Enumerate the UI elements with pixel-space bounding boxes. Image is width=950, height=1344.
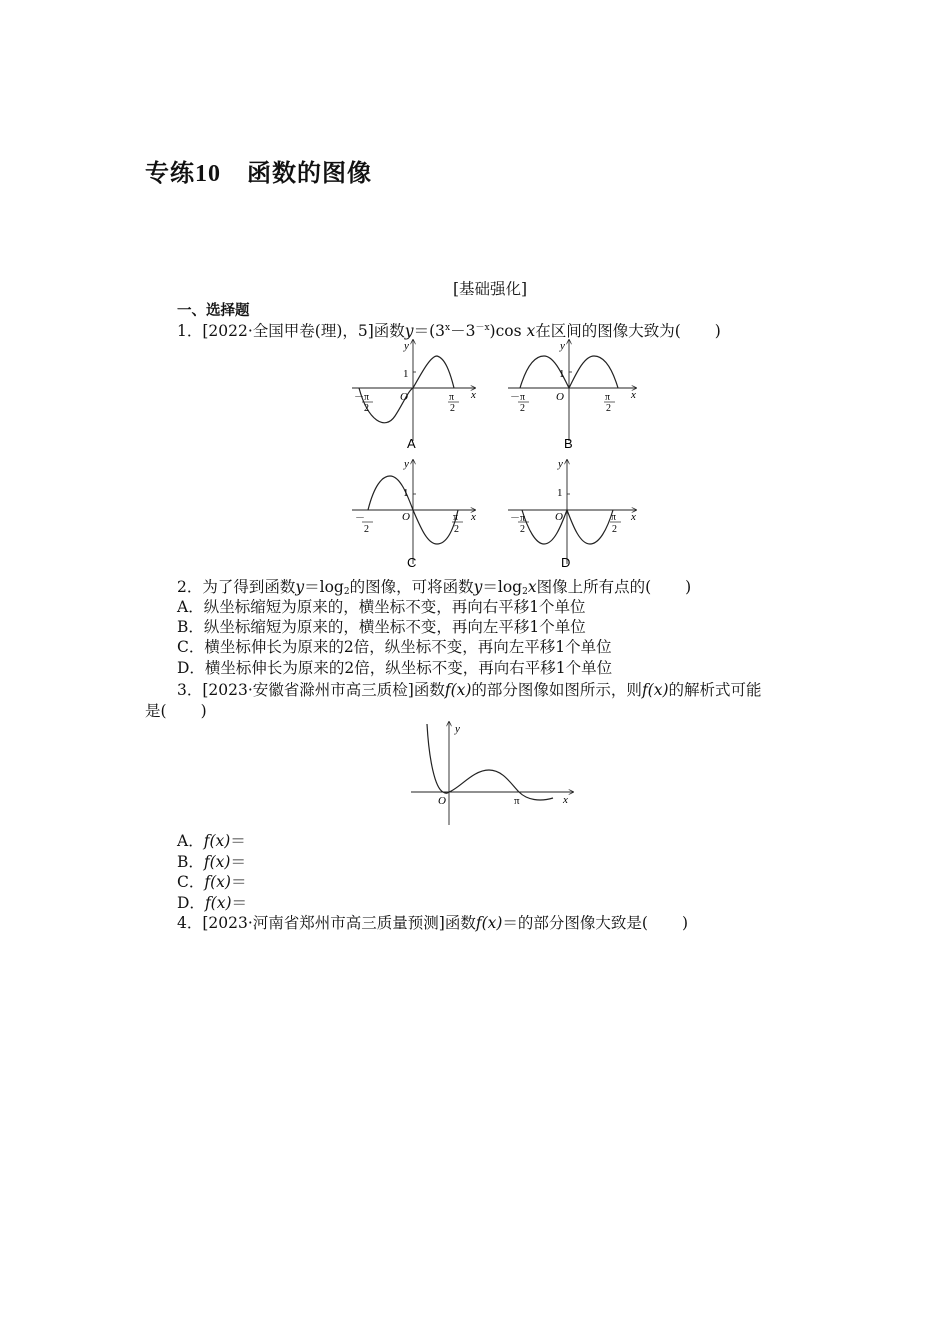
q2-y: y [295, 578, 305, 596]
q2-sub: 2 [343, 587, 350, 597]
q3-option-c-eq: ＝ [230, 873, 247, 891]
fig-c-two-r: 2 [454, 524, 459, 535]
fig-c-x: x [471, 511, 476, 523]
q1-figures [340, 336, 650, 576]
fig-a-origin: O [400, 391, 408, 403]
fig-d-origin: O [555, 511, 563, 523]
fig-b-label: B [564, 436, 573, 451]
fig-c-pi: π [453, 512, 459, 523]
q3-prefix: 3．[2023·安徽省滁州市高三质检]函数 [177, 681, 445, 699]
q4-close: ) [681, 914, 689, 932]
q3-y-label: y [455, 723, 460, 735]
q3-option-c-fx: f(x) [204, 873, 231, 891]
fig-a-x: x [471, 389, 476, 401]
q3-option-b-fx: f(x) [203, 853, 231, 871]
q2-prefix: 2．为了得到函数 [177, 578, 296, 596]
q2-option-d: D．横坐标伸长为原来的2倍，纵坐标不变，再向右平移1个单位 [177, 659, 613, 677]
q1-suffix: 在区间的图像大致为( [535, 322, 681, 340]
q2-close: ) [685, 578, 692, 596]
q3-option-b-eq: ＝ [230, 853, 246, 871]
q2-y2: y [473, 578, 483, 596]
q3-option-a-letter: A． [177, 832, 204, 850]
q1-func-y: y [404, 322, 414, 340]
q2-x2: x [527, 578, 537, 596]
q3-option-a [177, 831, 246, 851]
question-3 [177, 680, 762, 700]
fig-d-negpi: －π [510, 513, 526, 524]
q3-option-b-letter: B． [177, 853, 204, 871]
fig-a-negpi: －π [354, 392, 370, 403]
fig-c-two-l: 2 [364, 524, 369, 535]
fig-a-two-l: 2 [364, 403, 369, 414]
q4-suffix: ＝的部分图像大致是( [502, 914, 648, 932]
fig-c-label: C [407, 555, 417, 570]
q3-graph [405, 720, 580, 830]
fig-c-y: y [404, 458, 409, 470]
q1-close: ) [714, 322, 721, 340]
q1-exp1: x [444, 323, 451, 333]
fig-d-curve [522, 510, 613, 544]
q1-func-c: )cos [489, 322, 527, 340]
fig-d-y: y [558, 458, 563, 470]
fig-a-y: y [404, 340, 409, 352]
fig-b-one: 1 [559, 368, 565, 380]
fig-d-two-r: 2 [612, 524, 617, 535]
fig-b-pi: π [605, 392, 611, 403]
q1-func-b: －3 [450, 322, 476, 340]
q3-option-d-fx: f(x) [204, 894, 232, 912]
figure-a [352, 340, 476, 451]
section-heading: 一、选择题 [177, 303, 250, 319]
question-4 [177, 913, 688, 933]
fig-a-one: 1 [403, 368, 409, 380]
q2-suffix: 图像上所有点的( [536, 578, 652, 596]
q3-option-c [177, 872, 246, 892]
figure-d [508, 458, 636, 570]
fig-c-origin: O [402, 511, 410, 523]
q3-option-d [177, 893, 247, 913]
q3-option-b [177, 852, 246, 872]
fig-d-one: 1 [557, 487, 563, 499]
q3-fx: f(x) [444, 681, 472, 699]
q3-origin: O [438, 795, 446, 807]
q3-option-a-eq: ＝ [230, 832, 246, 850]
q2-option-b: B．纵坐标缩短为原来的，横坐标不变，再向左平移1个单位 [177, 618, 586, 636]
q4-prefix: 4．[2023·河南省郑州市高三质量预测]函数 [177, 914, 476, 932]
figure-c [352, 458, 476, 570]
q2-eq: ＝log [304, 578, 344, 596]
fig-c-one: 1 [403, 487, 409, 499]
q3-pi: π [514, 795, 520, 807]
fig-d-two-l: 2 [520, 524, 525, 535]
q3-option-a-fx: f(x) [203, 832, 231, 850]
fig-a-curve [359, 356, 454, 423]
question-3-line2 [145, 701, 207, 721]
q3-x-label: x [563, 794, 568, 806]
fig-d-label: D [561, 555, 571, 570]
q3-line2: 是( [145, 702, 167, 720]
title-text: 函数的图像 [247, 159, 372, 187]
q3-suffix: 的解析式可能 [668, 681, 762, 699]
q1-exp2: －x [475, 323, 490, 333]
q3-curve [427, 724, 553, 800]
q3-option-d-eq: ＝ [231, 894, 248, 912]
q2-mid: 的图像，可将函数 [349, 578, 474, 596]
fig-b-x: x [631, 389, 636, 401]
fig-b-negpi: －π [510, 392, 526, 403]
figure-b [508, 340, 636, 451]
q2-sub2: 2 [522, 587, 528, 597]
section-tag: [基础强化] [453, 280, 528, 298]
q2-option-c: C．横坐标伸长为原来的2倍，纵坐标不变，再向左平移1个单位 [177, 638, 612, 656]
fig-b-y: y [560, 340, 565, 352]
q1-prefix: 1．[2022·全国甲卷(理)，5]函数 [177, 322, 405, 340]
q4-fx: f(x) [475, 914, 503, 932]
fig-c-negpi: － [355, 513, 365, 524]
title-number: 专练10 [145, 161, 221, 187]
q3-fx2: f(x) [641, 681, 669, 699]
fig-d-pi: π [611, 512, 617, 523]
fig-a-two-r: 2 [450, 403, 455, 414]
q2-eq2: ＝log [482, 578, 523, 596]
q1-func-a: ＝(3 [413, 322, 445, 340]
q3-mid: 的部分图像如图所示，则 [471, 681, 642, 699]
fig-d-x: x [631, 511, 636, 523]
fig-a-label: A [407, 436, 416, 451]
fig-b-two-l: 2 [520, 403, 525, 414]
q3-close: ) [200, 702, 207, 720]
fig-b-origin: O [556, 391, 564, 403]
q2-option-a: A．纵坐标缩短为原来的，横坐标不变，再向右平移1个单位 [177, 598, 586, 616]
page-title [145, 153, 372, 188]
fig-a-pi: π [449, 392, 455, 403]
q3-option-c-letter: C． [177, 873, 205, 891]
q1-func-x: x [526, 322, 536, 340]
q3-option-d-letter: D． [177, 894, 205, 912]
fig-b-two-r: 2 [606, 403, 611, 414]
